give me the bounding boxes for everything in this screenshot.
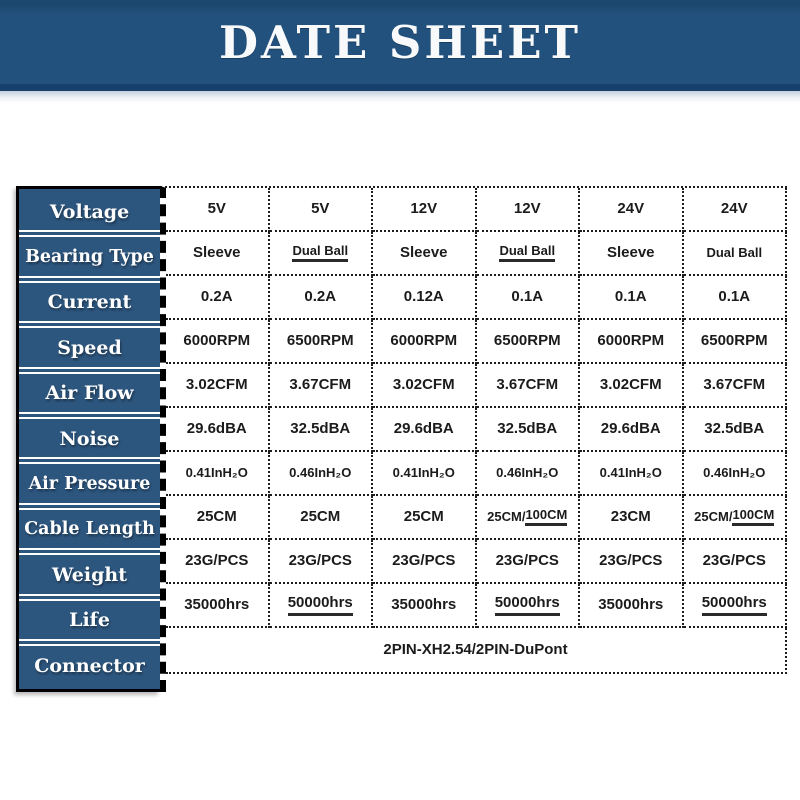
spec-cell-life-2	[373, 584, 477, 628]
spec-cell-air-pressure-4	[580, 452, 684, 496]
spec-cell-speed-2	[373, 320, 477, 364]
spec-cell-weight-3	[477, 540, 581, 584]
spec-cell-text: 100CM	[525, 508, 567, 527]
spec-cell-text: 6500RPM	[286, 332, 354, 350]
spec-cell-text: 0.41InH₂O	[185, 464, 248, 480]
row-label-text: Noise	[59, 427, 120, 450]
spec-cell-text: 6500RPM	[493, 332, 561, 350]
spec-cell-text: 0.2A	[200, 288, 233, 306]
spec-cell-text: 5V	[311, 200, 330, 218]
spec-cell-noise-4	[580, 408, 684, 452]
banner-bottom-edge	[0, 84, 800, 91]
spec-row-weight	[166, 540, 787, 584]
spec-cell-text: 24V	[720, 200, 748, 218]
row-label-speed	[19, 325, 160, 370]
spec-cell-current-3	[477, 276, 581, 320]
spec-row-connector	[166, 628, 787, 674]
spec-cell-text: 23CM	[610, 508, 651, 526]
row-label-current	[19, 280, 160, 325]
spec-cell-text: 3.67CFM	[703, 376, 766, 394]
spec-cell-voltage-1	[270, 188, 374, 232]
spec-cell-text: 3.67CFM	[496, 376, 559, 394]
row-label-connector	[19, 643, 160, 688]
spec-cell-noise-5	[684, 408, 788, 452]
spec-cell-connector-0	[166, 628, 787, 674]
spec-cell-air-pressure-2	[373, 452, 477, 496]
spec-cell-text: 23G/PCS	[185, 552, 249, 570]
spec-cell-text: 6000RPM	[390, 332, 458, 350]
spec-cell-text: 0.2A	[304, 288, 337, 306]
spec-cell-text: 0.1A	[614, 288, 647, 306]
spec-row-speed	[166, 320, 787, 364]
spec-cell-air-pressure-5	[684, 452, 788, 496]
spec-cell-text: 3.02CFM	[599, 376, 662, 394]
spec-cell-speed-1	[270, 320, 374, 364]
spec-cell-cable-length-0	[166, 496, 270, 540]
spec-cell-life-3	[477, 584, 581, 628]
spec-cell-text: 32.5dBA	[290, 420, 351, 438]
spec-cell-text: 0.12A	[403, 288, 444, 306]
spec-cell-text: 12V	[513, 200, 541, 218]
spec-cell-text: 32.5dBA	[704, 420, 765, 438]
spec-cell-text: 0.46InH₂O	[289, 464, 352, 480]
spec-cell-text: 32.5dBA	[497, 420, 558, 438]
spec-cell-text: 0.41InH₂O	[599, 464, 662, 480]
spec-cell-cable-length-2	[373, 496, 477, 540]
spec-cell-text: 12V	[410, 200, 438, 218]
spec-cell-noise-3	[477, 408, 581, 452]
spec-cell-text: 0.46InH₂O	[496, 464, 559, 480]
spec-row-cable-length	[166, 496, 787, 540]
spec-cell-speed-0	[166, 320, 270, 364]
row-label-text: Voltage	[49, 200, 130, 223]
row-label-text: Connector	[34, 654, 145, 677]
spec-row-life	[166, 584, 787, 628]
spec-cell-air-flow-5	[684, 364, 788, 408]
spec-cell-speed-5	[684, 320, 788, 364]
spec-cell-bearing-type-4	[580, 232, 684, 276]
spec-cell-current-4	[580, 276, 684, 320]
spec-cell-voltage-3	[477, 188, 581, 232]
spec-cell-text: 3.02CFM	[392, 376, 455, 394]
banner-fade	[0, 91, 800, 103]
spec-cell-text: 6500RPM	[700, 332, 768, 350]
row-label-text: Life	[69, 609, 110, 632]
spec-cell-text: Sleeve	[399, 244, 448, 262]
spec-cell-text: 25CM	[300, 508, 341, 526]
spec-cell-life-5	[684, 584, 788, 628]
row-label-text: Weight	[52, 563, 127, 586]
spec-data-grid	[160, 186, 787, 692]
row-label-text: Bearing Type	[25, 247, 154, 268]
spec-cell-noise-0	[166, 408, 270, 452]
spec-cell-air-pressure-0	[166, 452, 270, 496]
row-label-air-flow	[19, 371, 160, 416]
spec-cell-noise-2	[373, 408, 477, 452]
spec-cell-voltage-4	[580, 188, 684, 232]
spec-cell-text: Dual Ball	[292, 244, 348, 263]
spec-cell-cable-length-5	[684, 496, 788, 540]
spec-cell-voltage-5	[684, 188, 788, 232]
spec-cell-speed-4	[580, 320, 684, 364]
spec-cell-text: 3.67CFM	[289, 376, 352, 394]
spec-cell-cable-length-3	[477, 496, 581, 540]
spec-cell-text: 23G/PCS	[702, 552, 766, 570]
spec-cell-noise-1	[270, 408, 374, 452]
spec-cell-text: 50000hrs	[288, 594, 353, 615]
spec-cell-text: 2PIN-XH2.54/2PIN-DuPont	[383, 641, 568, 659]
spec-cell-text: 50000hrs	[702, 594, 767, 615]
spec-cell-text: 25CM/	[694, 508, 733, 524]
spec-row-bearing-type	[166, 232, 787, 276]
spec-cell-text: 5V	[207, 200, 226, 218]
row-label-text: Cable Length	[24, 519, 155, 540]
spec-cell-weight-2	[373, 540, 477, 584]
spec-cell-text: 24V	[617, 200, 645, 218]
spec-cell-text: 100CM	[732, 508, 774, 527]
spec-cell-speed-3	[477, 320, 581, 364]
spec-label-column	[16, 186, 160, 692]
spec-cell-text: Dual Ball	[499, 244, 555, 263]
row-label-text: Speed	[57, 336, 122, 359]
spec-cell-current-5	[684, 276, 788, 320]
spec-row-voltage	[166, 188, 787, 232]
spec-cell-weight-5	[684, 540, 788, 584]
spec-row-current	[166, 276, 787, 320]
spec-cell-text: 25CM/	[487, 508, 526, 524]
spec-cell-air-pressure-1	[270, 452, 374, 496]
spec-cell-current-2	[373, 276, 477, 320]
spec-cell-text: 29.6dBA	[600, 420, 661, 438]
spec-cell-bearing-type-5	[684, 232, 788, 276]
banner	[0, 0, 800, 84]
spec-cell-text: 23G/PCS	[288, 552, 352, 570]
spec-row-noise	[166, 408, 787, 452]
spec-cell-text: 0.41InH₂O	[392, 464, 455, 480]
spec-cell-text: 6000RPM	[597, 332, 665, 350]
spec-cell-text: 29.6dBA	[393, 420, 454, 438]
spec-cell-cable-length-4	[580, 496, 684, 540]
spec-cell-text: 0.46InH₂O	[703, 464, 766, 480]
spec-cell-voltage-0	[166, 188, 270, 232]
spec-cell-air-flow-0	[166, 364, 270, 408]
spec-cell-bearing-type-1	[270, 232, 374, 276]
spec-cell-text: 3.02CFM	[185, 376, 248, 394]
row-label-life	[19, 598, 160, 643]
row-label-text: Air Pressure	[28, 474, 151, 495]
spec-cell-air-flow-3	[477, 364, 581, 408]
spec-cell-bearing-type-0	[166, 232, 270, 276]
spec-cell-text: 0.1A	[511, 288, 544, 306]
row-label-text: Current	[47, 291, 132, 314]
spec-cell-text: 35000hrs	[184, 596, 250, 614]
spec-cell-life-1	[270, 584, 374, 628]
spec-cell-text: 0.1A	[718, 288, 751, 306]
spec-cell-text: 25CM	[403, 508, 444, 526]
spec-cell-text: Sleeve	[606, 244, 655, 262]
spec-cell-weight-4	[580, 540, 684, 584]
page-title: DATE SHEET	[218, 15, 582, 69]
spec-cell-air-flow-1	[270, 364, 374, 408]
spec-cell-text: 6000RPM	[183, 332, 251, 350]
spec-cell-current-0	[166, 276, 270, 320]
spec-cell-life-4	[580, 584, 684, 628]
row-label-weight	[19, 552, 160, 597]
spec-cell-text: 29.6dBA	[186, 420, 247, 438]
spec-cell-weight-0	[166, 540, 270, 584]
spec-cell-text: 35000hrs	[598, 596, 664, 614]
row-label-noise	[19, 416, 160, 461]
row-label-voltage	[19, 189, 160, 234]
spec-cell-text: 25CM	[196, 508, 237, 526]
spec-cell-cable-length-1	[270, 496, 374, 540]
spec-cell-life-0	[166, 584, 270, 628]
spec-cell-air-flow-2	[373, 364, 477, 408]
row-label-air-pressure	[19, 461, 160, 506]
spec-cell-text: Dual Ball	[706, 244, 763, 260]
spec-cell-current-1	[270, 276, 374, 320]
row-label-text: Air Flow	[45, 382, 134, 405]
spec-cell-text: 35000hrs	[391, 596, 457, 614]
spec-cell-weight-1	[270, 540, 374, 584]
spec-row-air-pressure	[166, 452, 787, 496]
spec-cell-bearing-type-2	[373, 232, 477, 276]
spec-cell-voltage-2	[373, 188, 477, 232]
row-label-cable-length	[19, 507, 160, 552]
spec-row-air-flow	[166, 364, 787, 408]
spec-cell-bearing-type-3	[477, 232, 581, 276]
spec-cell-text: 23G/PCS	[495, 552, 559, 570]
spec-cell-air-pressure-3	[477, 452, 581, 496]
spec-cell-text: 23G/PCS	[392, 552, 456, 570]
spec-cell-text: 50000hrs	[495, 594, 560, 615]
spec-cell-air-flow-4	[580, 364, 684, 408]
spec-cell-text: 23G/PCS	[599, 552, 663, 570]
spec-cell-text: Sleeve	[192, 244, 241, 262]
row-label-bearing-type	[19, 234, 160, 279]
spec-table	[16, 186, 787, 692]
